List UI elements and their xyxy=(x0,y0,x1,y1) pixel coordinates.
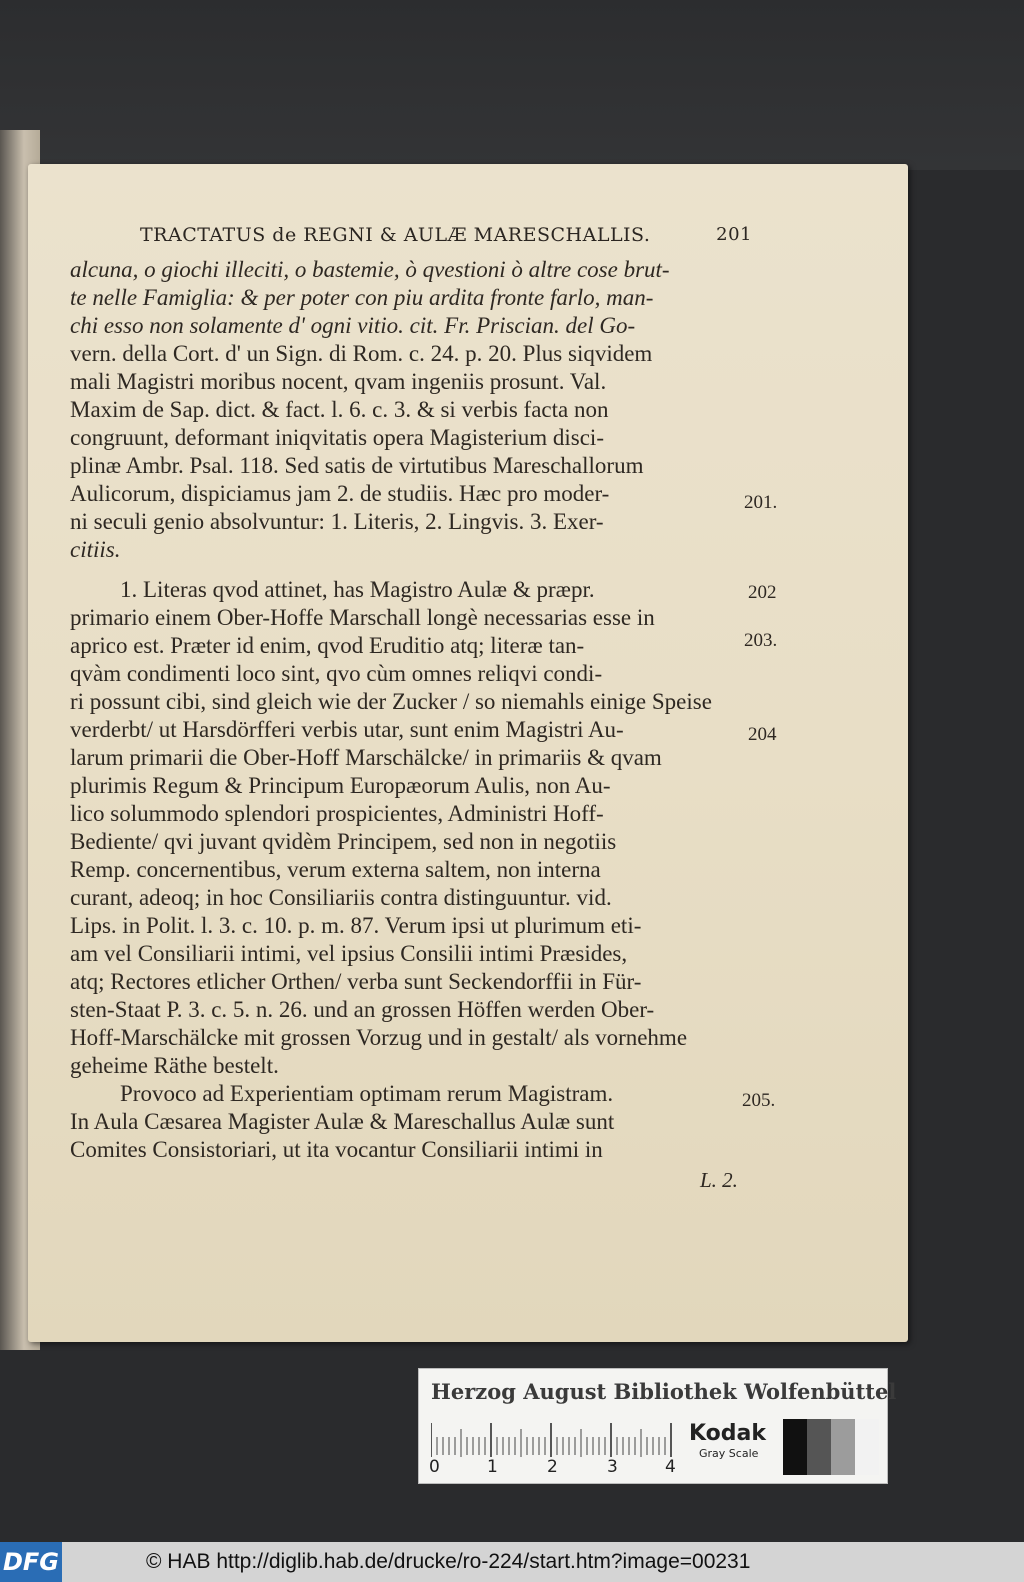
text-line: ni seculi genio absolvuntur: 1. Literis, 2. Lingvis. 3. Exer- xyxy=(70,509,604,534)
scan-background xyxy=(0,0,1024,170)
ruler-numbers xyxy=(429,1457,689,1477)
header-title: TRACTATUS de REGNI & AULÆ MARESCHALLIS. xyxy=(140,224,651,246)
text-line: Provoco ad Experientiam optimam rerum Magistram. xyxy=(120,1081,614,1106)
text-line: atq; Rectores etlicher Orthen/ verba sunt Seckendorffii in Für- xyxy=(70,969,642,994)
text-line: sten-Staat P. 3. c. 5. n. 26. und an grossen Höffen werden Ober- xyxy=(70,997,655,1022)
footer-bar xyxy=(0,1542,1024,1582)
body-text xyxy=(70,256,760,1164)
color-reference-card xyxy=(418,1368,897,1484)
text-line: citiis. xyxy=(70,537,121,562)
text-line: aprico est. Præter id enim, qvod Eruditio atq; literæ tan- xyxy=(70,633,585,658)
margin-number: 202 xyxy=(748,582,777,603)
margin-number: 203. xyxy=(744,630,778,651)
text-line: chi esso non solamente d' ogni vitio. cit. Fr. Priscian. del Go- xyxy=(70,313,636,338)
text-line: te nelle Famiglia: & per poter con piu ardita fronte farlo, man- xyxy=(70,285,654,310)
text-line: plinæ Ambr. Psal. 118. Sed satis de virtutibus Mareschallorum xyxy=(70,453,644,478)
dfg-logo: DFG xyxy=(0,1542,62,1582)
text-line: verderbt/ ut Harsdörfferi verbis utar, sunt enim Magistri Au- xyxy=(70,717,624,742)
text-line: mali Magistri moribus nocent, qvam ingeniis prosunt. Val. xyxy=(70,369,607,394)
margin-number: 204 xyxy=(748,724,777,745)
text-line: congruunt, deformant iniqvitatis opera Magisterium disci- xyxy=(70,425,604,450)
text-line: lico solummodo splendori prospicientes, Administri Hoff- xyxy=(70,801,604,826)
text-line: Bediente/ qvi juvant qvidèm Principem, sed non in negotiis xyxy=(70,829,617,854)
text-line: am vel Consiliarii intimi, vel ipsius Consilii intimi Præsides, xyxy=(70,941,628,966)
text-line: Comites Consistoriari, ut ita vocantur Consiliarii intimi in xyxy=(70,1137,603,1162)
text-line: 1. Literas qvod attinet, has Magistro Aulæ & præpr. xyxy=(120,577,595,602)
text-line: geheime Räthe bestelt. xyxy=(70,1053,279,1078)
text-line: Maxim de Sap. dict. & fact. l. 6. c. 3. & si verbis facta non xyxy=(70,397,609,422)
text-line: Hoff-Marschälcke mit grossen Vorzug und in gestalt/ als vornehme xyxy=(70,1025,688,1050)
text-line: Remp. concernentibus, verum externa saltem, non interna xyxy=(70,857,601,882)
ruler-number: 2 xyxy=(547,1457,558,1477)
margin-number: 201. xyxy=(744,492,778,513)
text-line: vern. della Cort. d' un Sign. di Rom. c. 24. p. 20. Plus siqvidem xyxy=(70,341,653,366)
text-line: alcuna, o giochi illeciti, o bastemie, ò qvestioni ò altre cose brut- xyxy=(70,257,670,282)
ruler-number: 3 xyxy=(607,1457,618,1477)
margin-number: 205. xyxy=(742,1090,776,1111)
text-line: ri possunt cibi, sind gleich wie der Zucker / so niemahls einige Speise xyxy=(70,689,712,714)
catchword: L. 2. xyxy=(700,1168,738,1192)
ruler-number: 1 xyxy=(487,1457,498,1477)
text-line: Lips. in Polit. l. 3. c. 10. p. m. 87. Verum ipsi ut plurimum eti- xyxy=(70,913,642,938)
text-line: qvàm condimenti loco sint, qvo cùm omnes reliqvi condi- xyxy=(70,661,603,686)
text-line: plurimis Regum & Principum Europæorum Aulis, non Au- xyxy=(70,773,611,798)
text-line: larum primarii die Ober-Hoff Marschälcke/ in primariis & qvam xyxy=(70,745,662,770)
ruler-number: 0 xyxy=(429,1457,440,1477)
library-name: Herzog August Bibliothek Wolfenbüttel xyxy=(431,1379,897,1404)
text-line: curant, adeoq; in hoc Consiliariis contra distinguuntur. vid. xyxy=(70,885,612,910)
running-header xyxy=(140,224,750,246)
text-line: Aulicorum, dispiciamus jam 2. de studiis. Hæc pro moder- xyxy=(70,481,610,506)
gray-scale-chips xyxy=(783,1419,879,1475)
text-line: In Aula Cæsarea Magister Aulæ & Mareschallus Aulæ sunt xyxy=(70,1109,615,1134)
kodak-brand: Kodak xyxy=(689,1421,766,1446)
ruler-scale xyxy=(431,1421,681,1457)
text-line: primario einem Ober-Hoffe Marschall longè necessarias esse in xyxy=(70,605,655,630)
ruler-number: 4 xyxy=(665,1457,676,1477)
copyright-link[interactable]: © HAB http://diglib.hab.de/drucke/ro-224/start.htm?image=00231 xyxy=(146,1550,751,1573)
gray-scale-label: Gray Scale xyxy=(699,1447,759,1460)
page-number: 201 xyxy=(716,224,752,245)
